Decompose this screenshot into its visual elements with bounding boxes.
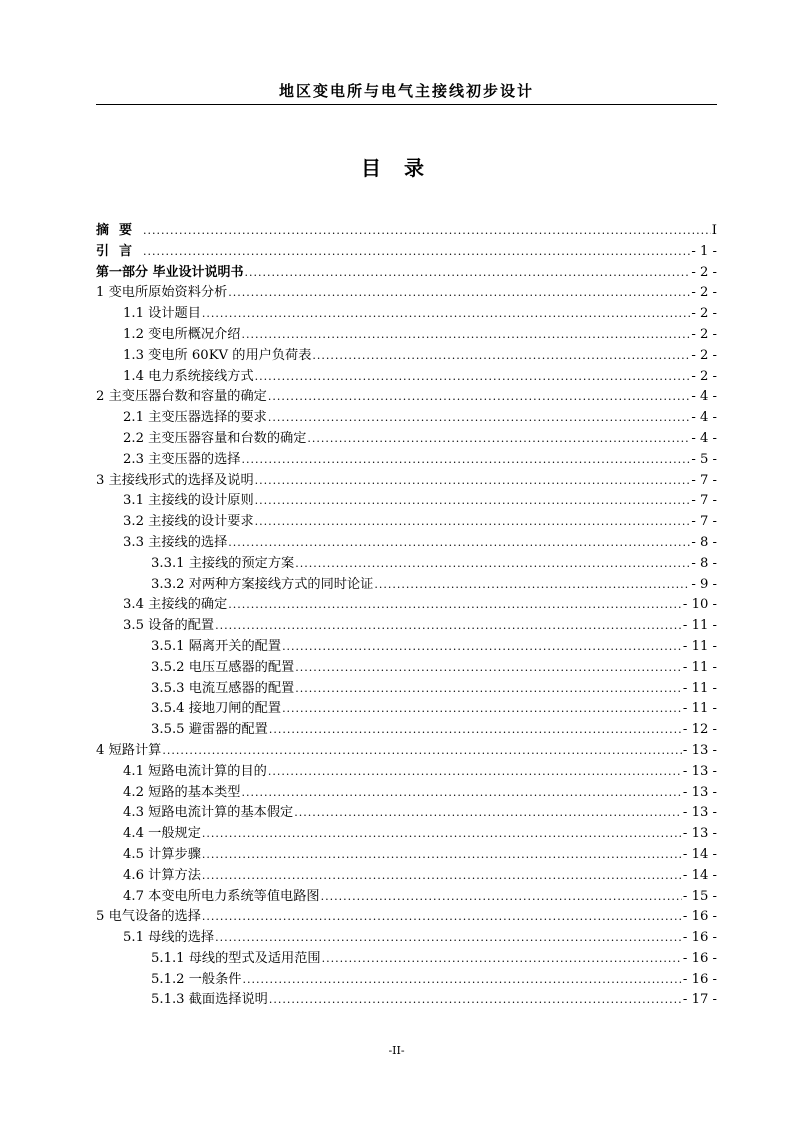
toc-entry-label: 4 短路计算 <box>96 742 162 758</box>
toc-entry-label: 1.2 变电所概况介绍 <box>123 326 241 342</box>
toc-leader-dots <box>215 928 682 949</box>
toc-leader-dots <box>202 907 682 928</box>
toc-leader-dots <box>162 741 682 762</box>
toc-leader-dots <box>202 824 682 845</box>
toc-leader-dots <box>295 554 690 575</box>
toc-entry-page: - 11 - <box>682 680 717 696</box>
toc-entry-page: - 4 - <box>691 430 717 446</box>
toc-leader-dots <box>255 491 691 512</box>
toc-entry-page: - 13 - <box>682 805 717 821</box>
toc-entry-label: 5.1.1 母线的型式及适用范围 <box>151 950 321 966</box>
toc-entry-page: - 16 - <box>682 930 717 946</box>
toc-entry[interactable] <box>96 658 717 679</box>
toc-entry[interactable] <box>96 450 717 471</box>
toc-entry-page: - 11 - <box>682 659 717 675</box>
toc-entry-label: 5.1 母线的选择 <box>123 930 215 946</box>
toc-entry-page: - 2 - <box>691 347 717 363</box>
toc-entry-label: 4.4 一般规定 <box>123 826 201 842</box>
toc-entry-label: 4.5 计算步骤 <box>123 846 201 862</box>
toc-entry[interactable] <box>96 887 717 908</box>
toc-entry[interactable] <box>96 720 717 741</box>
toc-entry-page: - 16 - <box>682 950 717 966</box>
toc-leader-dots <box>269 990 682 1011</box>
toc-entry-page: - 12 - <box>682 722 717 738</box>
toc-entry-label: 2 主变压器台数和容量的确定 <box>96 389 267 405</box>
toc-entry[interactable] <box>96 263 717 284</box>
toc-entry-page: - 14 - <box>682 867 717 883</box>
toc-entry[interactable] <box>96 595 717 616</box>
toc-entry-page: - 10 - <box>682 597 717 613</box>
toc-entry[interactable] <box>96 990 717 1011</box>
toc-leader-dots <box>321 887 682 908</box>
toc-leader-dots <box>241 450 690 471</box>
running-header: 地区变电所与电气主接线初步设计 <box>278 82 534 100</box>
toc-entry[interactable] <box>96 429 717 450</box>
toc-entry[interactable] <box>96 304 717 325</box>
toc-entry[interactable] <box>96 575 717 596</box>
toc-leader-dots <box>202 866 682 887</box>
toc-entry-label: 3.3.2 对两种方案接线方式的同时论证 <box>151 576 374 592</box>
toc-entry-label: 摘要 <box>96 223 143 238</box>
toc-entry-page: - 2 - <box>691 368 717 384</box>
toc-leader-dots <box>202 304 690 325</box>
toc-leader-dots <box>312 346 690 367</box>
toc-entry[interactable] <box>96 408 717 429</box>
toc-entry[interactable] <box>96 824 717 845</box>
toc-entry-page: - 5 - <box>691 451 717 467</box>
toc-entry-page: I <box>711 223 717 238</box>
toc-entry-page: - 11 - <box>682 618 717 634</box>
toc-entry-label: 3.3.1 主接线的预定方案 <box>151 555 295 571</box>
toc-leader-dots <box>282 699 682 720</box>
toc-entry-label: 1.1 设计题目 <box>123 306 201 322</box>
toc-leader-dots <box>322 949 682 970</box>
toc-entry-page: - 2 - <box>691 264 717 280</box>
toc-entry-page: - 8 - <box>691 555 717 571</box>
toc-entry[interactable] <box>96 803 717 824</box>
toc-entry-page: - 7 - <box>691 472 717 488</box>
toc-entry-label: 3.5.3 电流互感器的配置 <box>151 680 295 696</box>
toc-entry-page: - 11 - <box>682 638 717 654</box>
toc-entry-page: - 7 - <box>691 493 717 509</box>
toc-entry-page: - 2 - <box>691 285 717 301</box>
toc-entry[interactable] <box>96 242 717 263</box>
toc-entry-page: - 13 - <box>682 826 717 842</box>
toc-entry-label: 3.5.5 避雷器的配置 <box>151 722 268 738</box>
toc-leader-dots <box>255 512 691 533</box>
toc-entry[interactable] <box>96 387 717 408</box>
toc-entry-page: - 2 - <box>691 326 717 342</box>
toc-entry-page: - 16 - <box>682 971 717 987</box>
toc-entry-label: 3.3 主接线的选择 <box>123 534 228 550</box>
toc-leader-dots <box>294 803 682 824</box>
toc-entry-label: 5 电气设备的选择 <box>96 909 201 925</box>
toc-leader-dots <box>143 242 690 263</box>
toc-entry[interactable] <box>96 637 717 658</box>
toc-leader-dots <box>228 283 690 304</box>
toc-entry[interactable] <box>96 949 717 970</box>
toc-entry-label: 4.3 短路电流计算的基本假定 <box>123 805 294 821</box>
toc-entry-label: 4.7 本变电所电力系统等值电路图 <box>123 888 320 904</box>
toc-entry-label: 引言 <box>96 243 143 259</box>
toc-entry-label: 2.1 主变压器选择的要求 <box>123 410 267 426</box>
toc-leader-dots <box>241 783 681 804</box>
toc-leader-dots <box>245 263 691 284</box>
toc-entry[interactable] <box>96 616 717 637</box>
toc-entry[interactable] <box>96 866 717 887</box>
toc-entry-label: 3 主接线形式的选择及说明 <box>96 472 254 488</box>
header-rule <box>96 104 717 105</box>
toc-entry-page: - 13 - <box>682 784 717 800</box>
toc-entry-label: 4.2 短路的基本类型 <box>123 784 241 800</box>
toc-leader-dots <box>228 595 682 616</box>
toc-leader-dots <box>268 762 682 783</box>
toc-leader-dots <box>295 658 682 679</box>
toc-leader-dots <box>282 637 682 658</box>
toc-entry-page: - 1 - <box>691 243 717 259</box>
toc-entry-label: 3.2 主接线的设计要求 <box>123 514 254 530</box>
toc-entry-page: - 4 - <box>691 410 717 426</box>
toc-entry[interactable] <box>96 699 717 720</box>
toc-entry-label: 3.5 设备的配置 <box>123 618 215 634</box>
toc-leader-dots <box>241 325 690 346</box>
toc-entry[interactable] <box>96 554 717 575</box>
toc-leader-dots <box>307 429 690 450</box>
toc-entry-label: 5.1.2 一般条件 <box>151 971 242 987</box>
toc-entry-page: - 14 - <box>682 846 717 862</box>
toc-entry[interactable] <box>96 491 717 512</box>
toc-leader-dots <box>255 367 691 388</box>
toc-entry[interactable] <box>96 679 717 700</box>
toc-entry[interactable] <box>96 325 717 346</box>
toc-entry[interactable] <box>96 533 717 554</box>
toc-leader-dots <box>269 720 682 741</box>
toc-leader-dots <box>295 679 682 700</box>
toc-entry-page: - 8 - <box>691 534 717 550</box>
toc-leader-dots <box>268 387 690 408</box>
toc-entry-page: - 13 - <box>682 742 717 758</box>
toc-entry-label: 1 变电所原始资料分析 <box>96 285 228 301</box>
toc-leader-dots <box>255 471 691 492</box>
toc-entry-page: - 9 - <box>691 576 717 592</box>
toc-entry-page: - 2 - <box>691 306 717 322</box>
toc-entry[interactable] <box>96 783 717 804</box>
table-of-contents <box>96 221 717 1011</box>
toc-entry[interactable] <box>96 845 717 866</box>
toc-entry-label: 3.5.4 接地刀闸的配置 <box>151 701 282 717</box>
toc-entry-label: 2.3 主变压器的选择 <box>123 451 241 467</box>
toc-entry-label: 4.6 计算方法 <box>123 867 201 883</box>
page-number: -II- <box>388 1044 405 1057</box>
toc-entry-page: - 4 - <box>691 389 717 405</box>
toc-leader-dots <box>228 533 690 554</box>
toc-entry[interactable] <box>96 928 717 949</box>
toc-entry-page: - 13 - <box>682 763 717 779</box>
toc-entry[interactable] <box>96 741 717 762</box>
toc-entry[interactable] <box>96 471 717 492</box>
toc-entry-label: 3.4 主接线的确定 <box>123 597 228 613</box>
toc-entry-page: - 11 - <box>682 701 717 717</box>
toc-entry-label: 1.3 变电所 60KV 的用户负荷表 <box>123 347 312 363</box>
toc-leader-dots <box>374 575 690 596</box>
toc-entry[interactable] <box>96 346 717 367</box>
toc-entry[interactable] <box>96 970 717 991</box>
toc-entry[interactable] <box>96 221 717 242</box>
toc-entry[interactable] <box>96 512 717 533</box>
toc-entry-label: 1.4 电力系统接线方式 <box>123 368 254 384</box>
page-title: 目 录 <box>361 156 432 180</box>
toc-leader-dots <box>143 221 711 242</box>
toc-entry-label: 5.1.3 截面选择说明 <box>151 992 268 1008</box>
toc-entry[interactable] <box>96 907 717 928</box>
toc-leader-dots <box>268 408 690 429</box>
toc-entry-label: 3.1 主接线的设计原则 <box>123 493 254 509</box>
toc-entry-label: 4.1 短路电流计算的目的 <box>123 763 267 779</box>
toc-entry-page: - 15 - <box>682 888 717 904</box>
toc-entry-label: 第一部分 毕业设计说明书 <box>96 264 244 280</box>
toc-entry-page: - 16 - <box>682 909 717 925</box>
toc-entry[interactable] <box>96 283 717 304</box>
toc-leader-dots <box>243 970 682 991</box>
toc-entry[interactable] <box>96 762 717 783</box>
toc-entry-label: 3.5.1 隔离开关的配置 <box>151 638 282 654</box>
toc-entry-page: - 7 - <box>691 514 717 530</box>
toc-entry-label: 3.5.2 电压互感器的配置 <box>151 659 295 675</box>
toc-leader-dots <box>215 616 682 637</box>
toc-entry[interactable] <box>96 367 717 388</box>
toc-entry-page: - 17 - <box>682 992 717 1008</box>
toc-leader-dots <box>202 845 682 866</box>
toc-entry-label: 2.2 主变压器容量和台数的确定 <box>123 430 307 446</box>
